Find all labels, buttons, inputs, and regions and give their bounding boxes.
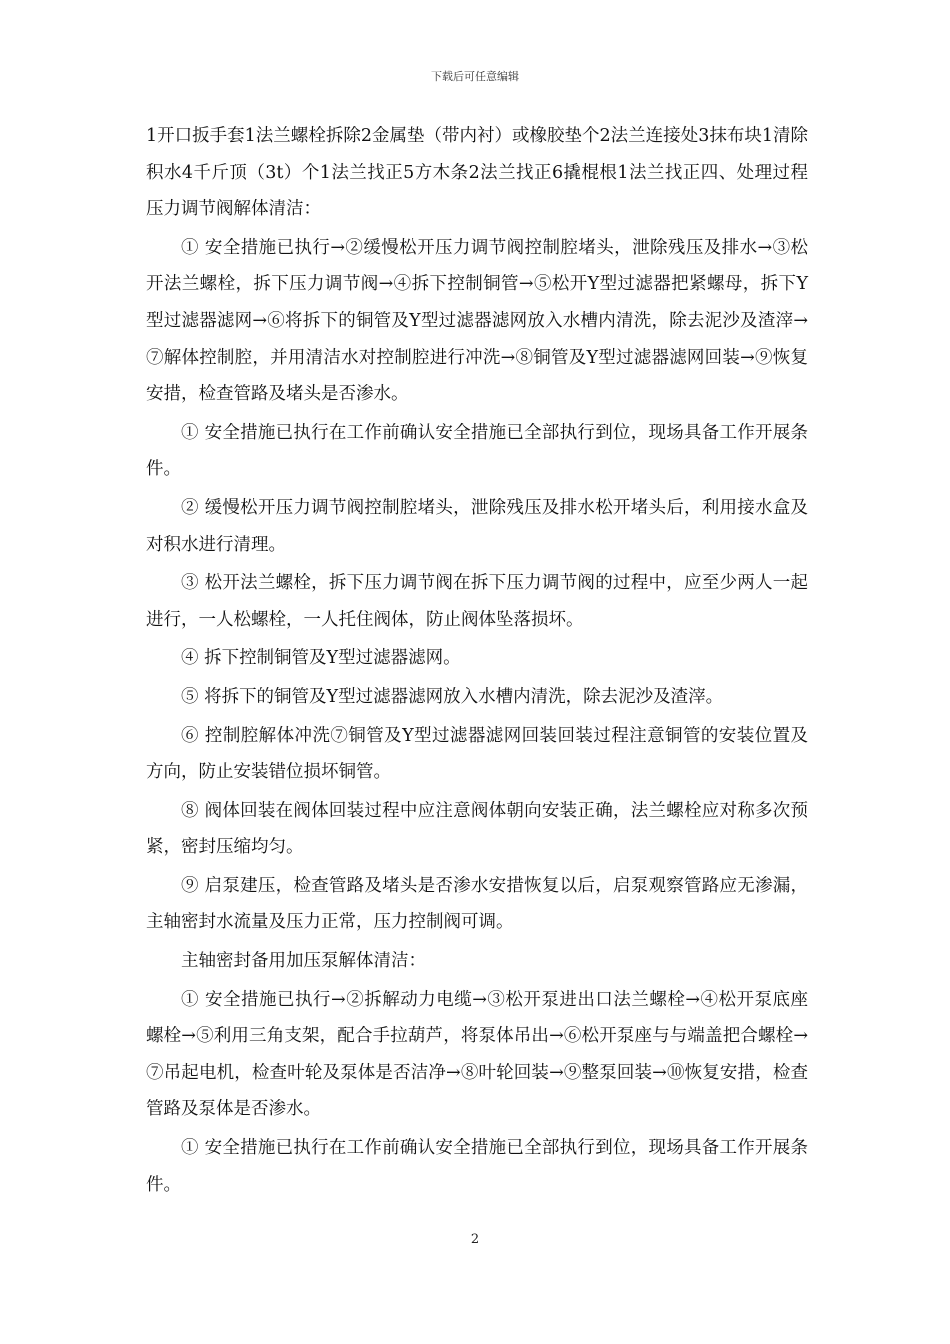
paragraph-2: ① 安全措施已执行→②缓慢松开压力调节阀控制腔堵头，泄除残压及排水→③松开法兰螺栓，拆下压力调节阀→④拆下控制铜管→⑤松开Y型过滤器把紧螺母，拆下Y型过滤器滤网→⑥将拆下的铜管及Y型过滤器滤网放入水槽内清洗，除去泥沙及渣滓→⑦解体控制腔，并用清洁水对控制腔进行冲洗→⑧铜管及Y型过滤器滤网回装→⑨恢复安措，检查管路及堵头是否渗水。 bbox=[146, 237, 808, 405]
paragraph-11: 主轴密封备用加压泵解体清洁： bbox=[181, 951, 426, 972]
document-body bbox=[146, 118, 808, 1205]
paragraph-10: ⑨ 启泵建压，检查管路及堵头是否渗水安措恢复以后，启泵观察管路应无渗漏，主轴密封水流量及压力正常，压力控制阀可调。 bbox=[146, 875, 808, 933]
page-number: 2 bbox=[470, 1232, 480, 1247]
paragraph-9: ⑧ 阀体回装在阀体回装过程中应注意阀体朝向安装正确，法兰螺栓应对称多次预紧，密封压缩均匀。 bbox=[146, 800, 808, 858]
page-header: 下载后可任意编辑 bbox=[431, 70, 519, 83]
paragraph-3: ① 安全措施已执行在工作前确认安全措施已全部执行到位，现场具备工作开展条件。 bbox=[146, 422, 808, 480]
paragraph-1: 1开口扳手套1法兰螺栓拆除2金属垫（带内衬）或橡胶垫个2法兰连接处3抹布块1清除积水4千斤顶（3t）个1法兰找正5方木条2法兰找正6撬棍根1法兰找正四、处理过程压力调节阀解体清洁： bbox=[146, 126, 808, 220]
paragraph-13: ① 安全措施已执行在工作前确认安全措施已全部执行到位，现场具备工作开展条件。 bbox=[146, 1138, 808, 1195]
paragraph-6: ④ 拆下控制铜管及Y型过滤器滤网。 bbox=[181, 648, 461, 669]
paragraph-12: ① 安全措施已执行→②拆解动力电缆→③松开泵进出口法兰螺栓→④松开泵底座螺栓→⑤利用三角支架，配合手拉葫芦，将泵体吊出→⑥松开泵座与与端盖把合螺栓→⑦吊起电机，检查叶轮及泵体是否洁净→⑧叶轮回装→⑨整泵回装→⑩恢复安措，检查管路及泵体是否渗水。 bbox=[146, 989, 808, 1120]
paragraph-4: ② 缓慢松开压力调节阀控制腔堵头，泄除残压及排水松开堵头后，利用接水盒及对积水进行清理。 bbox=[146, 497, 808, 555]
paragraph-7: ⑤ 将拆下的铜管及Y型过滤器滤网放入水槽内清洗，除去泥沙及渣滓。 bbox=[181, 686, 724, 707]
paragraph-5: ③ 松开法兰螺栓，拆下压力调节阀在拆下压力调节阀的过程中，应至少两人一起进行，一人松螺栓，一人托住阀体，防止阀体坠落损坏。 bbox=[146, 573, 808, 630]
paragraph-8: ⑥ 控制腔解体冲洗⑦铜管及Y型过滤器滤网回装回装过程注意铜管的安装位置及方向，防止安装错位损坏铜管。 bbox=[146, 725, 808, 783]
